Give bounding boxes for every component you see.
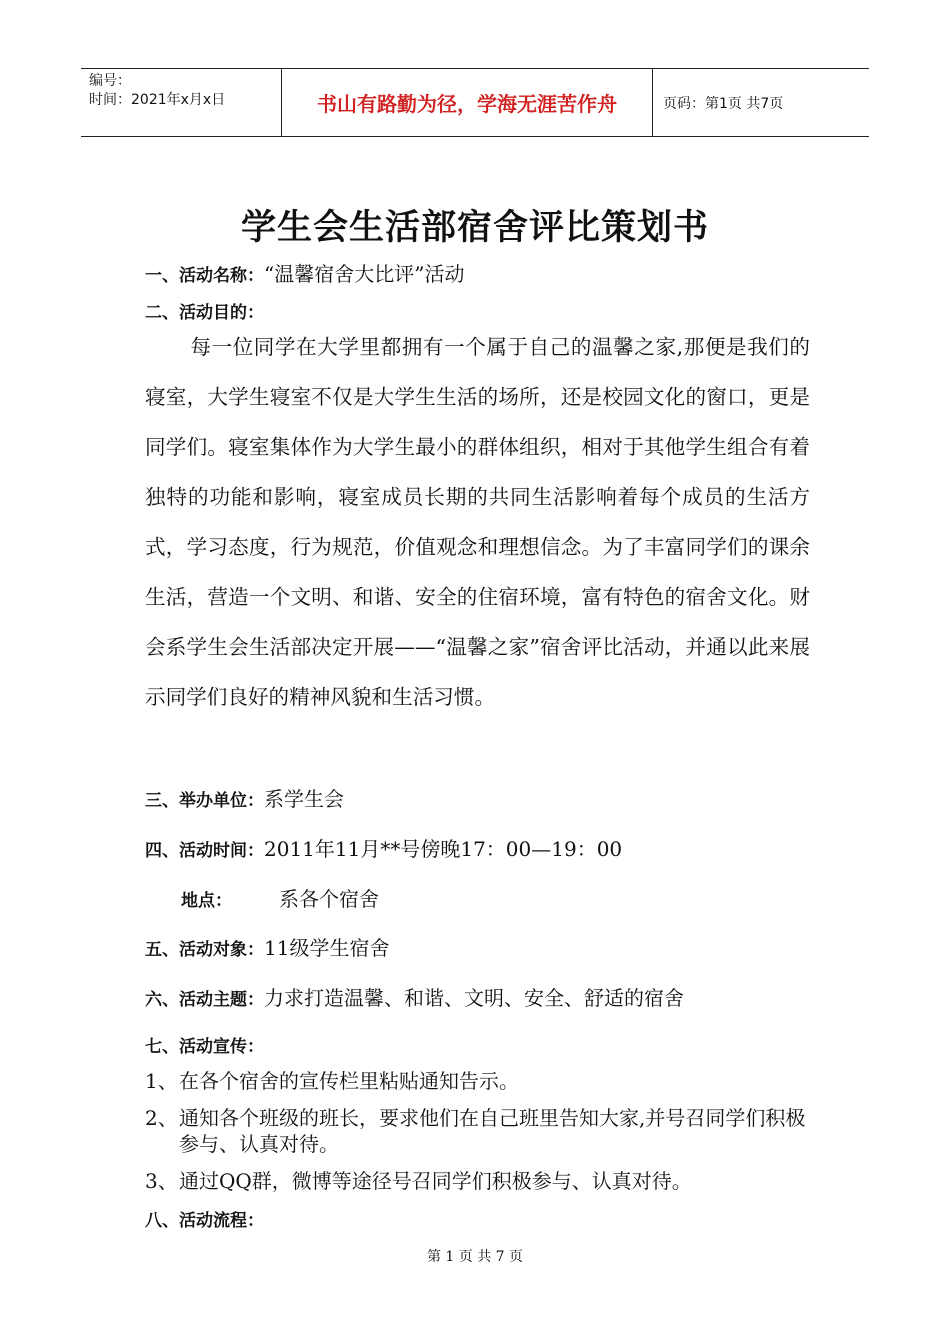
header-number: 编号：: [89, 73, 131, 89]
header-motto: 书山有路勤为径，学海无涯苦作舟: [281, 69, 653, 136]
section-value: 系各个宿舍: [279, 887, 379, 911]
section-activity-name: [145, 258, 464, 287]
section-label: 八、活动流程：: [145, 1211, 264, 1231]
purpose-paragraph: [145, 322, 810, 722]
section-place: [181, 883, 379, 912]
list-item-text: 通过QQ群，微博等途径号召同学们积极参与、认真对待。: [179, 1169, 692, 1193]
section-organizer: [145, 783, 344, 812]
list-item: [145, 1068, 810, 1094]
list-item: [145, 1168, 810, 1194]
header-time: 时间：2021年x月x日: [89, 92, 226, 108]
list-item-text: 通知各个班级的班长，要求他们在自己班里告知大家,并号召同学们积极参与、认真对待。: [179, 1106, 806, 1156]
section-label: 三、举办单位：: [145, 791, 264, 811]
section-label: 五、活动对象：: [145, 940, 264, 960]
purpose-text: 每一位同学在大学里都拥有一个属于自己的温馨之家,那便是我们的寝室，大学生寝室不仅是大学生生活的场所，还是校园文化的窗口，更是同学们。寝室集体作为大学生最小的群体组织，相对于其他学生组合有着独特的功能和影响，寝室成员长期的共同生活影响着每个成员的生活方式，学习态度，行为规范，价值观念和理想信念。为了丰富同学们的课余生活，营造一个文明、和谐、安全的住宿环境，富有特色的宿舍文化。财会系学生会生活部决定开展——“温馨之家”宿舍评比活动，并通以此来展示同学们良好的精神风貌和生活习惯。: [145, 335, 810, 709]
document-title: 学生会生活部宿舍评比策划书: [240, 208, 709, 248]
section-value: 11级学生宿舍: [264, 936, 390, 960]
section-label: 七、活动宣传：: [145, 1037, 264, 1057]
header-meta: [81, 69, 281, 136]
section-process: [145, 1206, 264, 1231]
page-header: [81, 68, 869, 137]
section-target: [145, 932, 389, 961]
section-time: [145, 833, 622, 862]
section-label: 地点：: [181, 891, 232, 911]
section-label: 四、活动时间：: [145, 841, 264, 861]
list-item-number: 2、: [145, 1106, 178, 1130]
section-value: 2011年11月**号傍晚17：00—19：00: [264, 837, 623, 861]
section-value: 力求打造温馨、和谐、文明、安全、舒适的宿舍: [264, 986, 684, 1010]
section-publicity: [145, 1032, 264, 1057]
section-label: 一、活动名称：: [145, 266, 264, 286]
header-page-info: 页码：第1页 共7页: [663, 95, 784, 112]
section-label: 二、活动目的：: [145, 303, 264, 323]
list-item-number: 3、: [145, 1169, 178, 1193]
section-value: 系学生会: [264, 787, 344, 811]
list-item-number: 1、: [145, 1069, 178, 1093]
list-item: [145, 1105, 810, 1157]
page-footer: 第 1 页 共 7 页: [426, 1249, 524, 1265]
section-theme: [145, 982, 684, 1011]
list-item-text: 在各个宿舍的宣传栏里粘贴通知告示。: [179, 1069, 519, 1093]
section-purpose: [145, 298, 264, 323]
section-value: “温馨宿舍大比评”活动: [264, 262, 465, 286]
section-label: 六、活动主题：: [145, 990, 264, 1010]
